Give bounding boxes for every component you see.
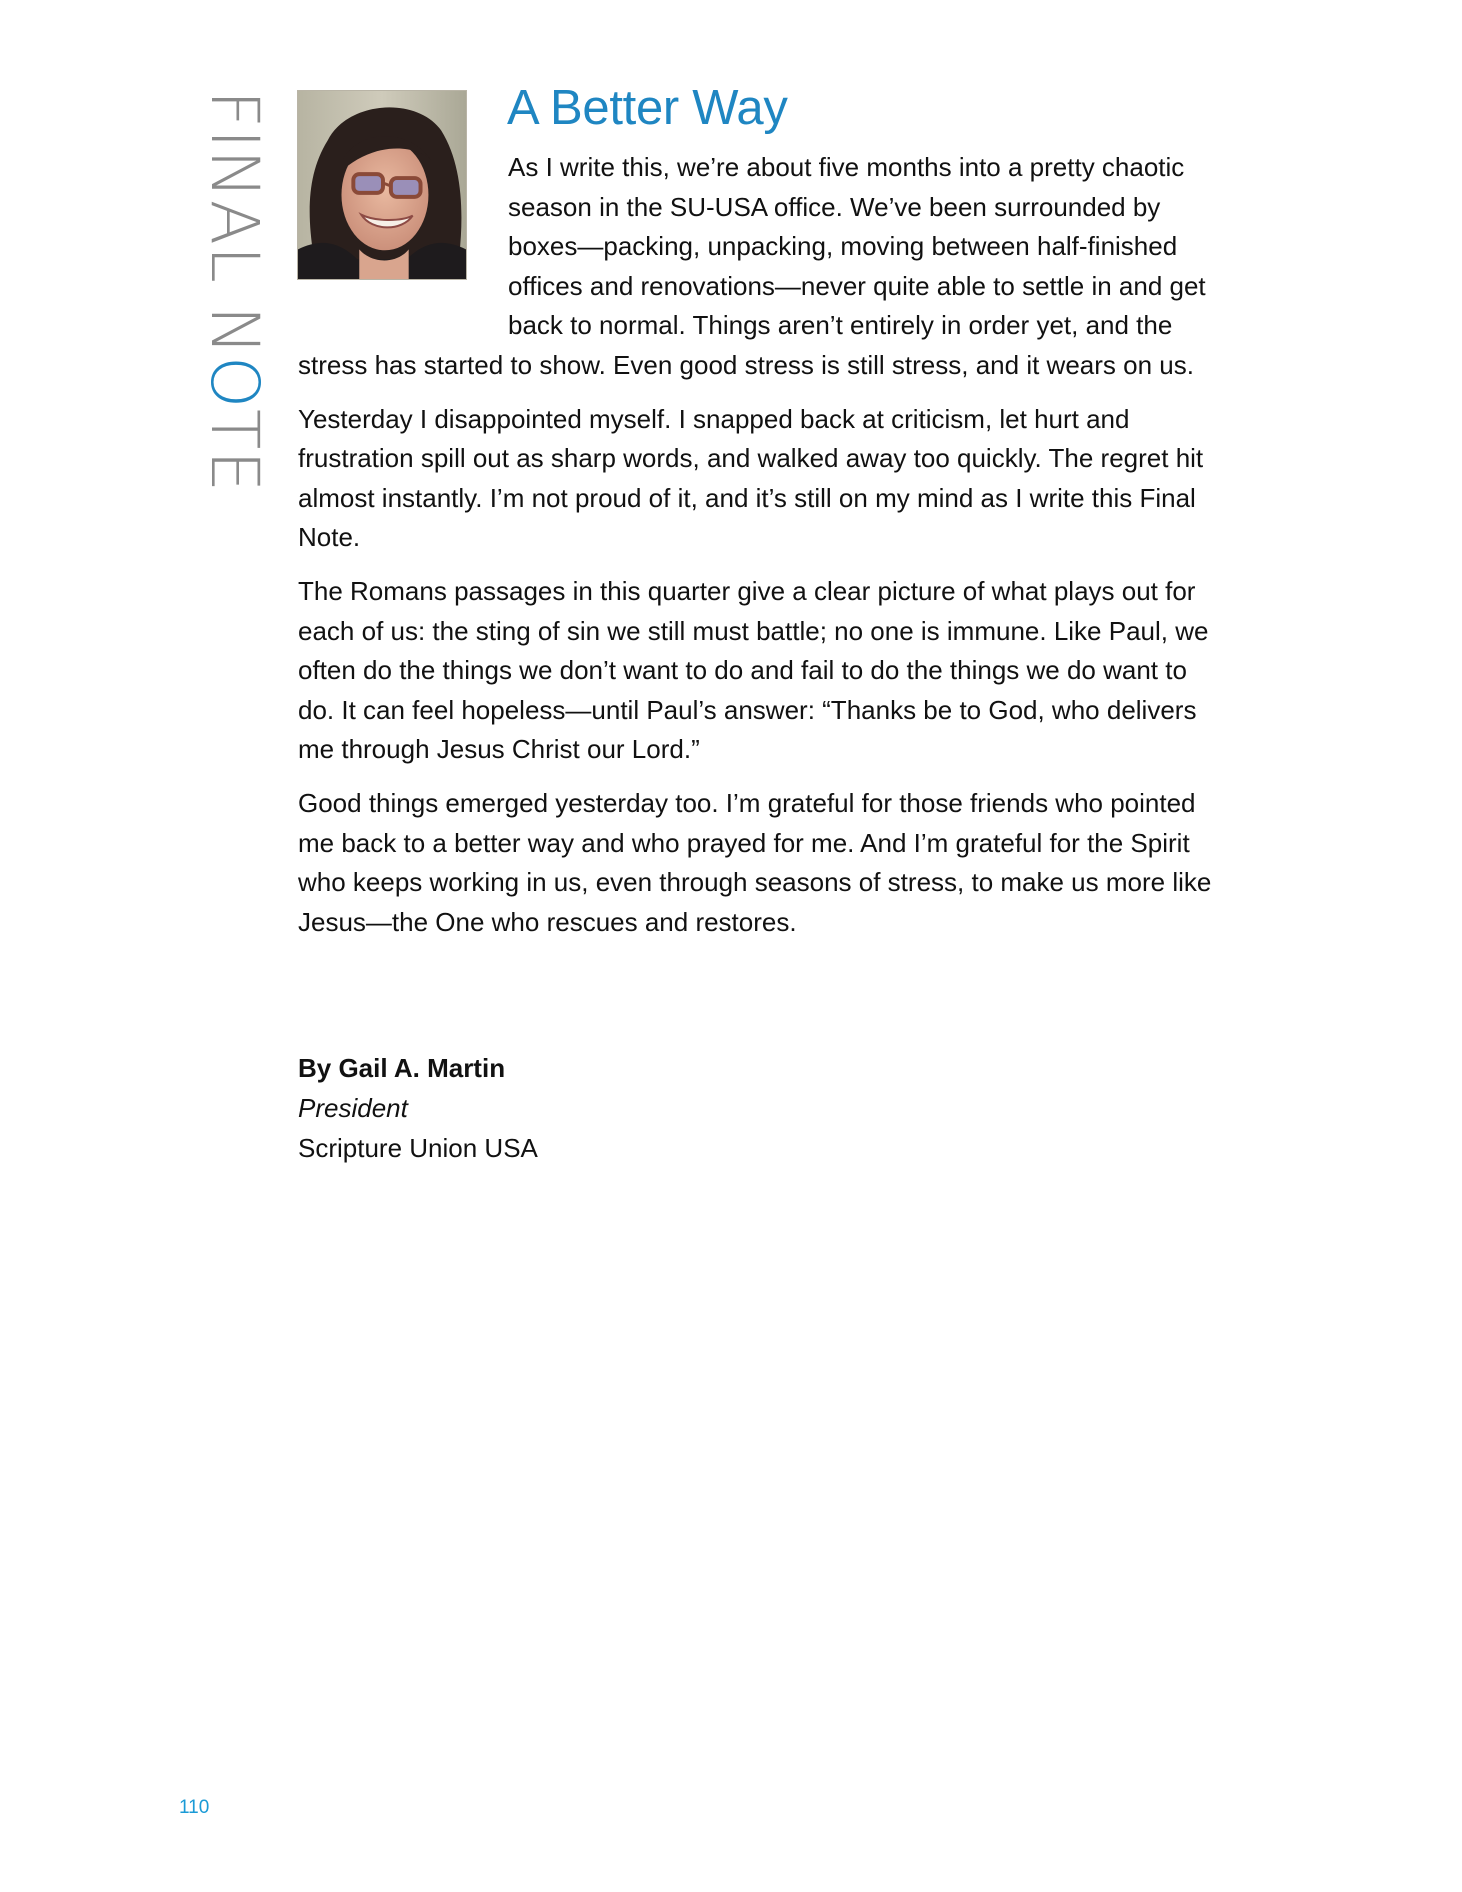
page-number: 110: [179, 1797, 210, 1818]
article-body: [298, 148, 1228, 956]
section-heading-final-note: [196, 90, 273, 530]
author-organization: Scripture Union USA: [298, 1133, 538, 1163]
section-heading-part1: FINAL N: [196, 90, 273, 357]
article-title: A Better Way: [507, 81, 788, 135]
photo-wrap-spacer: [298, 148, 508, 344]
section-heading-part2: TE: [196, 409, 273, 494]
paragraph: Yesterday I disappointed myself. I snapped back at criticism, let hurt and frustration spill out as sharp words, and walked away too quickly. The regret hit almost instantly. I’m not proud of it, and it’s still on my mind as I write this Final Note.: [298, 403, 1204, 553]
paragraph: Good things emerged yesterday too. I’m grateful for those friends who pointed me back to a better way and who prayed for me. And I’m grateful for the Spirit who keeps working in us, even through seasons of stress, to make us more like Jesus—the One who rescues and restores.: [298, 787, 1212, 937]
author-role: President: [298, 1093, 408, 1123]
paragraph: As I write this, we’re about five months into a pretty chaotic season in the SU-USA office. We’ve been surrounded by boxes—packing, unpacking, moving between half-finished offices and renovations—never quite able to settle in and get back to normal. Things aren’t entirely in order yet, and the stress has started to show. Even good stress is still stress, and it wears on us.: [298, 152, 1206, 380]
author-name: By Gail A. Martin: [298, 1053, 506, 1083]
byline: [298, 1048, 538, 1168]
paragraph: The Romans passages in this quarter give a clear picture of what plays out for each of us: the sting of sin we still must battle; no one is immune. Like Paul, we often do the things we don’t want to do and fail to do the things we do want to do. It can feel hopeless—until Paul’s answer: “Thanks be to God, who delivers me through Jesus Christ our Lord.”: [298, 575, 1209, 765]
section-heading-accent-letter: O: [196, 356, 273, 410]
